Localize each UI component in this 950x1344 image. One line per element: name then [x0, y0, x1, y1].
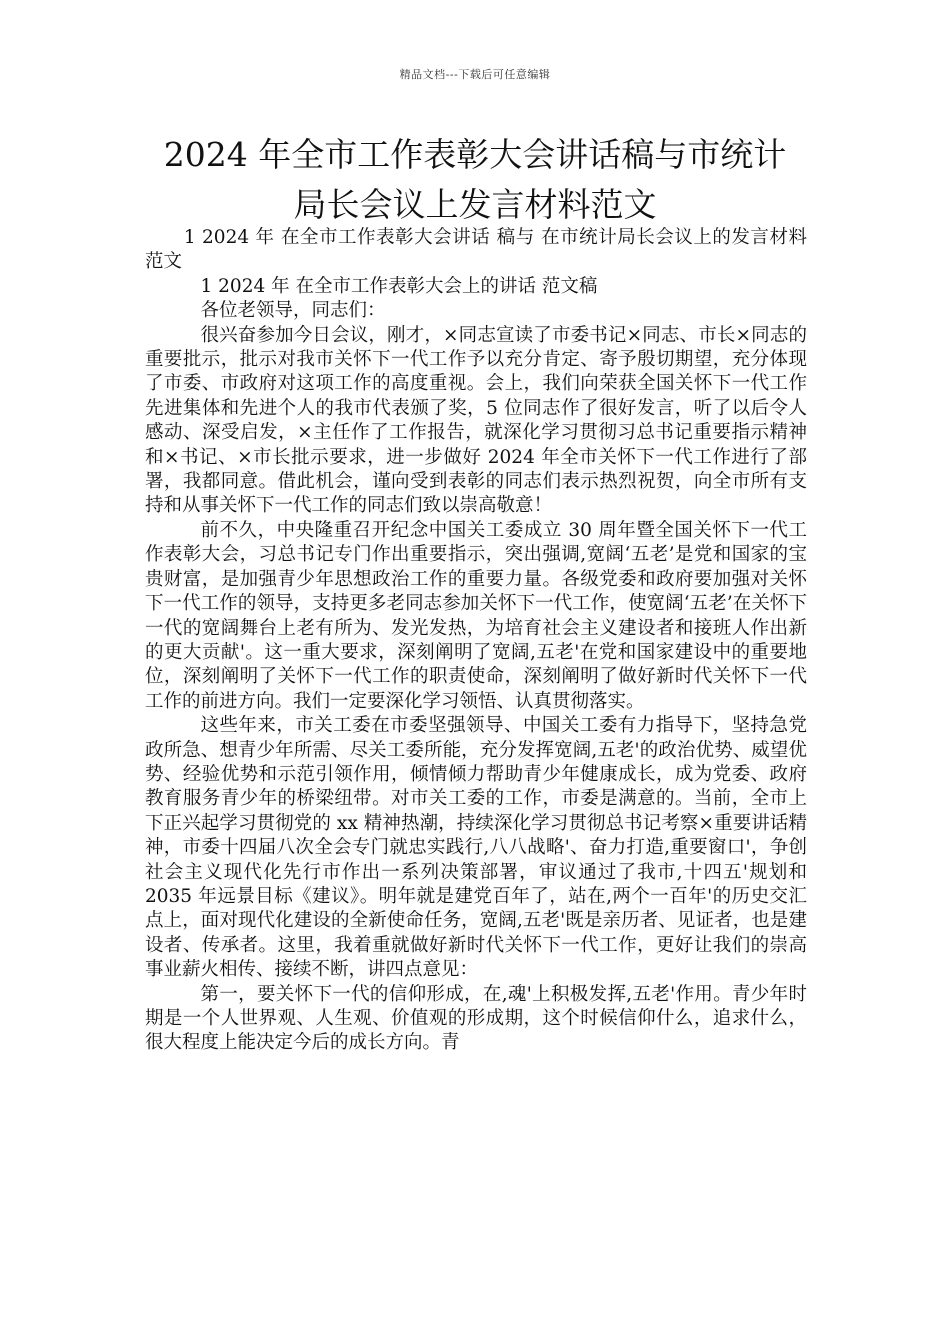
salutation: 各位老领导，同志们： [200, 300, 386, 322]
paragraph: 第一，要关怀下一代的信仰形成，在,魂'上积极发挥,五老'作用。青少年时期是一个人世界观、人生观、价值观的形成期，这个时候信仰什么，追求什么，很大程度上能决定今后的成长方向。青 [145, 983, 807, 1054]
toc-line: 1 2024 年 在全市工作表彰大会讲话 稿与 在市统计局长会议上的发言材料 范文 [145, 227, 807, 273]
section-heading: 1 2024 年 在全市工作表彰大会上的讲话 范文稿 [200, 275, 598, 297]
paragraph: 这些年来，市关工委在市委坚强领导、中国关工委有力指导下，坚持急党政所急、想青少年所需、尽关工委所能，充分发挥宽阔,五老'的政治优势、威望优势、经验优势和示范引领作用，倾情倾力帮助青少年健康成长，成为党委、政府教育服务青少年的桥梁纽带。对市关工委的工作，市委是满意的。当前，全市上下正兴起学习贯彻党的 xx 精神热潮，持续深化学习贯彻总书记考察×重要讲话精神，市委十四届八次全会专门就忠实践行,八八战略'、奋力打造,重要窗口'，争创社会主义现代化先行市作出一系列决策部署，审议通过了我市,十四五'规划和 2035 年远景目标《建议》。明年就是建党百年了，站在,两个一百年'的历史交汇点上，面对现代化建设的全新使命任务，宽阔,五老'既是亲历者、见证者，也是建设者、传承者。这里，我着重就做好新时代关怀下一代工作，更好让我们的崇高事业薪火相传、接续不断，讲四点意见： [145, 715, 807, 981]
title-line-2: 局长会议上发言材料范文 [293, 185, 657, 224]
paragraph: 很兴奋参加今日会议，刚才，×同志宣读了市委书记×同志、市长×同志的重要批示，批示对我市关怀下一代工作予以充分肯定、寄予殷切期望，充分体现了市委、市政府对这项工作的高度重视。会上，我们向荣获全国关怀下一代工作先进集体和先进个人的我市代表颁了奖，5 位同志作了很好发言，听了以后令人感动、深受启发，×主任作了工作报告，就深化学习贯彻习总书记重要指示精神和×书记、×市长批示要求，进一步做好 2024 年全市关怀下一代工作进行了部署，我都同意。借此机会，谨向受到表彰的同志们表示热烈祝贺，向全市所有支持和从事关怀下一代工作的同志们致以崇高敬意！ [145, 324, 807, 517]
paragraph: 前不久，中央隆重召开纪念中国关工委成立 30 周年暨全国关怀下一代工作表彰大会，习总书记专门作出重要指示，突出强调,宽阔‘五老’是党和国家的宝贵财富，是加强青少年思想政治工作的重要力量。各级党委和政府要加强对关怀下一代工作的领导，支持更多老同志参加关怀下一代工作，使宽阔‘五老’在关怀下一代的宽阔舞台上老有所为、发光发热，为培育社会主义建设者和接班人作出新的更大贡献'。这一重大要求，深刻阐明了宽阔,五老'在党和国家建设中的重要地位，深刻阐明了关怀下一代工作的职责使命，深刻阐明了做好新时代关怀下一代工作的前进方向。我们一定要深化学习领悟、认真贯彻落实。 [145, 519, 807, 712]
title-line-1: 2024 年全市工作表彰大会讲话稿与市统计 [163, 135, 787, 174]
document-body [145, 226, 807, 1056]
document-title [110, 130, 840, 230]
page-header-note: 精品文档---下载后可任意编辑 [399, 68, 551, 81]
